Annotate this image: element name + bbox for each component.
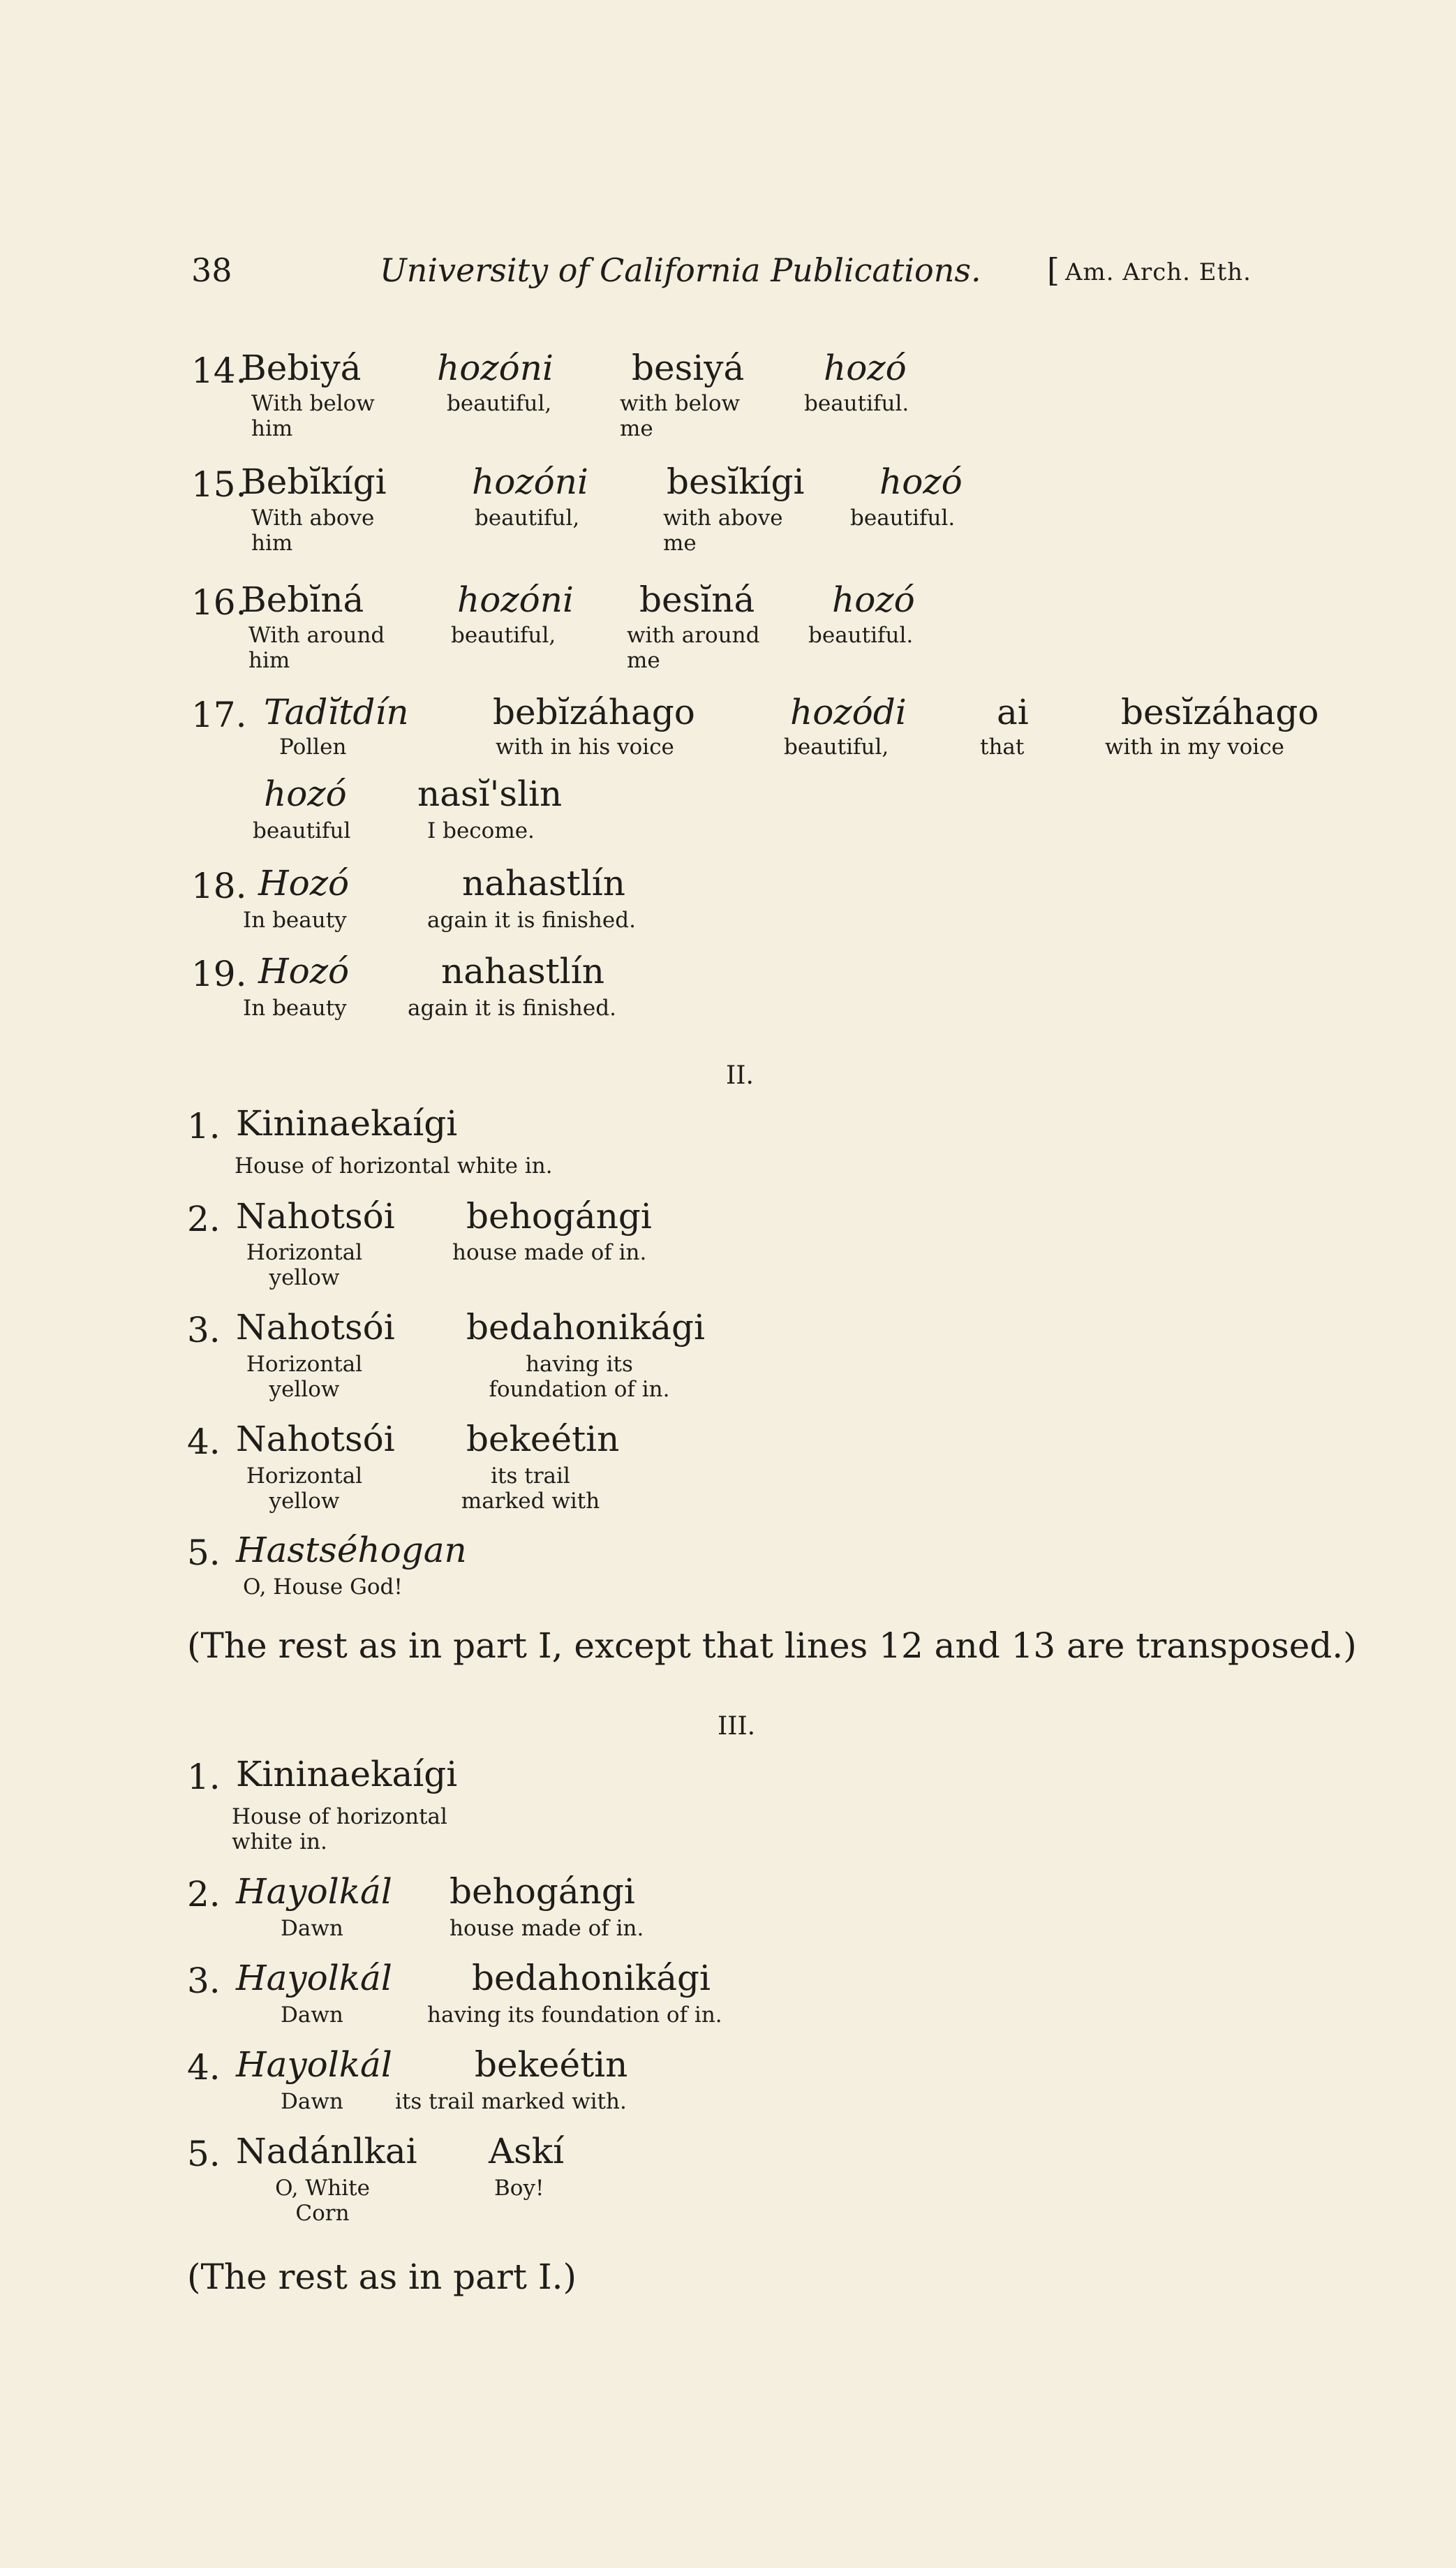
native-word: Hayolkál xyxy=(236,1871,392,1912)
native-word: hozó xyxy=(832,580,915,620)
gloss: me xyxy=(620,416,653,441)
native-word: hozó xyxy=(824,348,907,388)
page-number: 38 xyxy=(191,251,232,289)
native-word: Bebĭkígi xyxy=(241,462,387,502)
native-word: Hozó xyxy=(258,863,350,903)
line-number: 2. xyxy=(187,1874,221,1914)
note-text: (The rest as in part I.) xyxy=(187,2257,577,2297)
native-word: behogángi xyxy=(450,1871,635,1912)
line-number: 1. xyxy=(187,1106,221,1146)
native-word: Nadánlkai xyxy=(236,2131,417,2171)
gloss: having its xyxy=(526,1352,633,1377)
gloss: With below xyxy=(251,391,375,416)
gloss: Dawn xyxy=(281,2089,343,2114)
native-word: Hayolkál xyxy=(236,1958,392,1998)
gloss: house made of in. xyxy=(450,1916,644,1941)
gloss: Horizontal xyxy=(246,1463,363,1489)
gloss: Dawn xyxy=(281,1916,343,1941)
native-word: besĭná xyxy=(639,580,755,620)
native-word: hozóni xyxy=(437,348,554,388)
running-title: University of California Publications. xyxy=(380,251,981,289)
line-number: 5. xyxy=(187,1533,221,1573)
line-number: 17. xyxy=(191,695,247,735)
native-word: Nahotsói xyxy=(236,1307,395,1348)
native-word: Tadĭtdín xyxy=(264,692,409,732)
native-word: Nahotsói xyxy=(236,1419,395,1459)
line-number: 16. xyxy=(191,582,247,623)
gloss: In beauty xyxy=(243,908,347,933)
line-number: 19. xyxy=(191,954,247,994)
native-word: hozóni xyxy=(472,462,588,502)
gloss: beautiful. xyxy=(850,506,956,531)
native-word: Kininaekaígi xyxy=(236,1103,458,1144)
native-word: Hozó xyxy=(258,951,350,991)
native-word: Kininaekaígi xyxy=(236,1754,458,1794)
native-word: hozódi xyxy=(790,692,907,732)
gloss: With above xyxy=(251,506,375,531)
line-number: 1. xyxy=(187,1757,221,1797)
gloss: with above xyxy=(663,506,783,531)
gloss: with below xyxy=(620,391,741,416)
line-number: 3. xyxy=(187,1961,221,2001)
gloss: House of horizontal xyxy=(232,1804,447,1829)
gloss: O, House God! xyxy=(243,1574,403,1600)
gloss: beautiful, xyxy=(447,391,552,416)
gloss: beautiful. xyxy=(804,391,909,416)
gloss: Corn xyxy=(295,2201,350,2226)
line-number: 15. xyxy=(191,464,247,505)
gloss: again it is finished. xyxy=(427,908,636,933)
gloss: beautiful. xyxy=(808,623,914,648)
line-number: 5. xyxy=(187,2134,221,2174)
gloss: beautiful, xyxy=(784,735,889,760)
gloss: having its foundation of in. xyxy=(427,2002,722,2028)
native-word: nahastlín xyxy=(462,863,625,903)
gloss: again it is finished. xyxy=(408,996,616,1021)
gloss: In beauty xyxy=(243,996,347,1021)
native-word: bekeétin xyxy=(475,2044,628,2085)
gloss: that xyxy=(980,735,1025,760)
gloss: white in. xyxy=(232,1829,327,1854)
gloss: with in his voice xyxy=(496,735,674,760)
native-word: behogángi xyxy=(466,1196,652,1237)
gloss: me xyxy=(627,648,660,673)
gloss: Horizontal xyxy=(246,1240,363,1265)
line-number: 18. xyxy=(191,866,247,906)
native-word: Bebĭná xyxy=(241,580,364,620)
gloss: him xyxy=(251,531,293,556)
gloss: With around xyxy=(248,623,385,648)
native-word: Askí xyxy=(489,2131,565,2171)
gloss: foundation of in. xyxy=(489,1377,670,1402)
gloss: yellow xyxy=(269,1489,340,1514)
native-word: bedahonikági xyxy=(472,1958,711,1998)
gloss: yellow xyxy=(269,1377,340,1402)
native-word: hozóni xyxy=(457,580,574,620)
gloss: Dawn xyxy=(281,2002,343,2028)
gloss: yellow xyxy=(269,1265,340,1290)
note-text: (The rest as in part I, except that lines 12 and 13 are transposed.) xyxy=(187,1625,1357,1666)
section-heading: III. xyxy=(718,1712,756,1741)
gloss: beautiful, xyxy=(451,623,556,648)
gloss: Pollen xyxy=(279,735,347,760)
native-word: Hastséhogan xyxy=(236,1530,467,1570)
gloss: its trail xyxy=(491,1463,570,1489)
gloss: O, White xyxy=(275,2176,370,2201)
native-word: Bebiyá xyxy=(241,348,362,388)
native-word: nasĭ'slin xyxy=(417,774,563,814)
line-number: 14. xyxy=(191,350,247,391)
gloss: him xyxy=(248,648,290,673)
native-word: Hayolkál xyxy=(236,2044,392,2085)
native-word: Nahotsói xyxy=(236,1196,395,1237)
gloss: House of horizontal white in. xyxy=(235,1153,553,1179)
gloss: beautiful xyxy=(253,818,351,843)
native-word: nahastlín xyxy=(441,951,604,991)
gloss: house made of in. xyxy=(452,1240,647,1265)
line-number: 4. xyxy=(187,2047,221,2088)
series-bracket: [ xyxy=(1047,251,1060,289)
native-word: besiyá xyxy=(632,348,745,388)
native-word: bedahonikági xyxy=(466,1307,706,1348)
line-number: 3. xyxy=(187,1310,221,1350)
gloss: beautiful, xyxy=(475,506,580,531)
gloss: Boy! xyxy=(494,2176,544,2201)
native-word: bebĭzáhago xyxy=(493,692,695,732)
line-number: 4. xyxy=(187,1422,221,1462)
native-word: hozó xyxy=(879,462,963,502)
gloss: me xyxy=(663,531,697,556)
gloss: its trail marked with. xyxy=(395,2089,627,2114)
series-abbreviation: Am. Arch. Eth. xyxy=(1065,258,1251,286)
native-word: hozó xyxy=(264,774,347,814)
gloss: marked with xyxy=(461,1489,600,1514)
gloss: with in my voice xyxy=(1105,735,1285,760)
native-word: besĭkígi xyxy=(667,462,805,502)
native-word: bekeétin xyxy=(466,1419,620,1459)
gloss: I become. xyxy=(427,818,535,843)
native-word: besĭzáhago xyxy=(1121,692,1319,732)
gloss: Horizontal xyxy=(246,1352,363,1377)
section-heading: II. xyxy=(726,1061,754,1090)
native-word: ai xyxy=(997,692,1029,732)
line-number: 2. xyxy=(187,1199,221,1239)
gloss: him xyxy=(251,416,293,441)
gloss: with around xyxy=(627,623,760,648)
